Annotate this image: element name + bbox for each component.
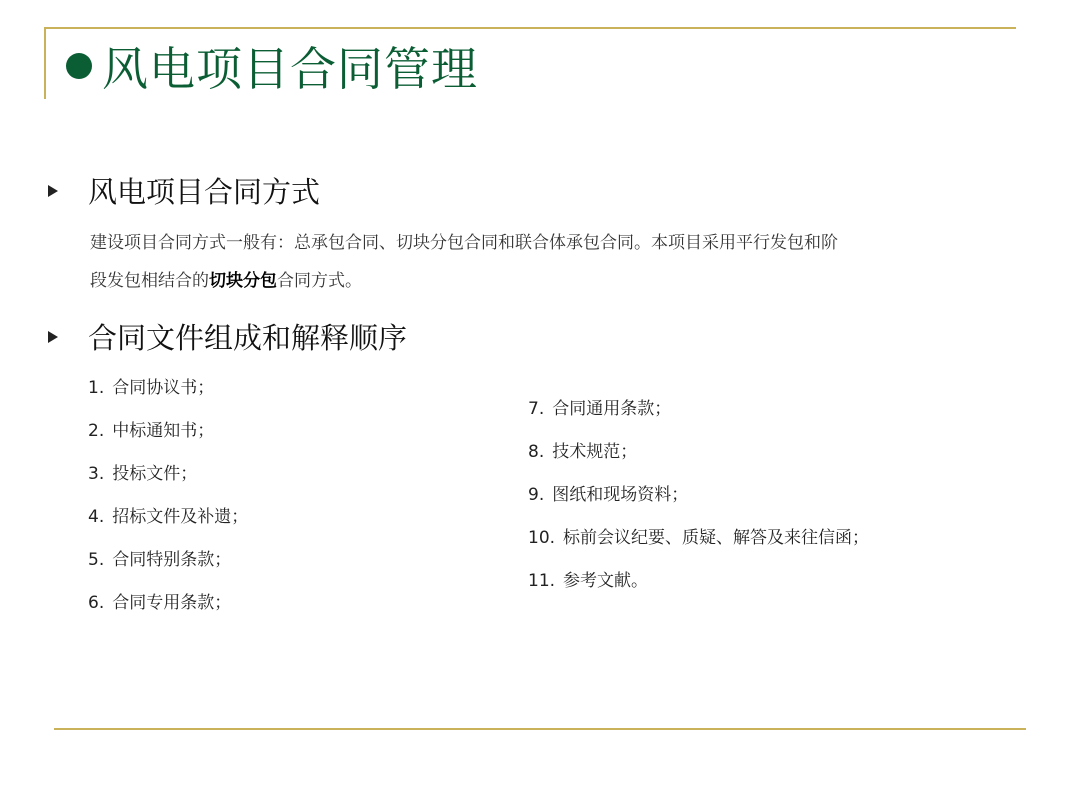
- item-label: 参考文献。: [563, 571, 649, 591]
- section-title: 风电项目合同方式: [88, 175, 321, 209]
- item-label: 技术规范；: [552, 442, 638, 462]
- list-item: [528, 566, 648, 591]
- title-row: [66, 34, 478, 98]
- section-title: 合同文件组成和解释顺序: [88, 321, 408, 355]
- item-label: 招标文件及补遗；: [112, 507, 249, 527]
- title-bullet-icon: [66, 53, 92, 79]
- item-label: 合同特别条款；: [112, 550, 232, 570]
- list-item: [528, 523, 869, 548]
- arrow-bullet-icon: [48, 185, 58, 197]
- list-item: [88, 459, 197, 484]
- item-number: 10.: [528, 528, 556, 548]
- list-item: [88, 502, 248, 527]
- item-number: 5.: [88, 550, 105, 570]
- arrow-bullet-icon: [48, 331, 58, 343]
- list-item: [528, 480, 688, 505]
- item-label: 合同专用条款；: [112, 593, 232, 613]
- list-item: [88, 545, 231, 570]
- item-number: 1.: [88, 378, 105, 398]
- section-heading-document-order: [48, 316, 407, 357]
- bottom-divider: [54, 728, 1026, 730]
- page-title: 风电项目合同管理: [102, 42, 478, 96]
- paragraph-line-1: 建设项目合同方式一般有：总承包合同、切块分包合同和联合体承包合同。本项目采用平行发包和阶: [90, 233, 838, 253]
- section-heading-contract-mode: [48, 170, 320, 211]
- list-item: [528, 437, 637, 462]
- item-number: 2.: [88, 421, 105, 441]
- contract-mode-paragraph: [90, 224, 1020, 300]
- list-item: [528, 394, 671, 419]
- paragraph-text: 合同方式。: [277, 271, 362, 291]
- list-item: [88, 588, 231, 613]
- item-number: 6.: [88, 593, 105, 613]
- paragraph-bold-text: 切块分包: [209, 271, 277, 291]
- item-number: 9.: [528, 485, 545, 505]
- item-label: 合同协议书；: [112, 378, 215, 398]
- item-number: 4.: [88, 507, 105, 527]
- item-number: 8.: [528, 442, 545, 462]
- paragraph-text: 段发包相结合的: [90, 271, 209, 291]
- item-number: 3.: [88, 464, 105, 484]
- item-label: 标前会议纪要、质疑、解答及来往信函；: [563, 528, 870, 548]
- list-item: [88, 416, 214, 441]
- item-number: 7.: [528, 399, 545, 419]
- item-number: 11.: [528, 571, 556, 591]
- item-label: 合同通用条款；: [552, 399, 672, 419]
- list-item: [88, 373, 214, 398]
- item-label: 投标文件；: [112, 464, 198, 484]
- paragraph-line-2: [90, 262, 1020, 300]
- top-divider: [44, 27, 1016, 29]
- left-divider: [44, 27, 46, 99]
- item-label: 中标通知书；: [112, 421, 215, 441]
- item-label: 图纸和现场资料；: [552, 485, 689, 505]
